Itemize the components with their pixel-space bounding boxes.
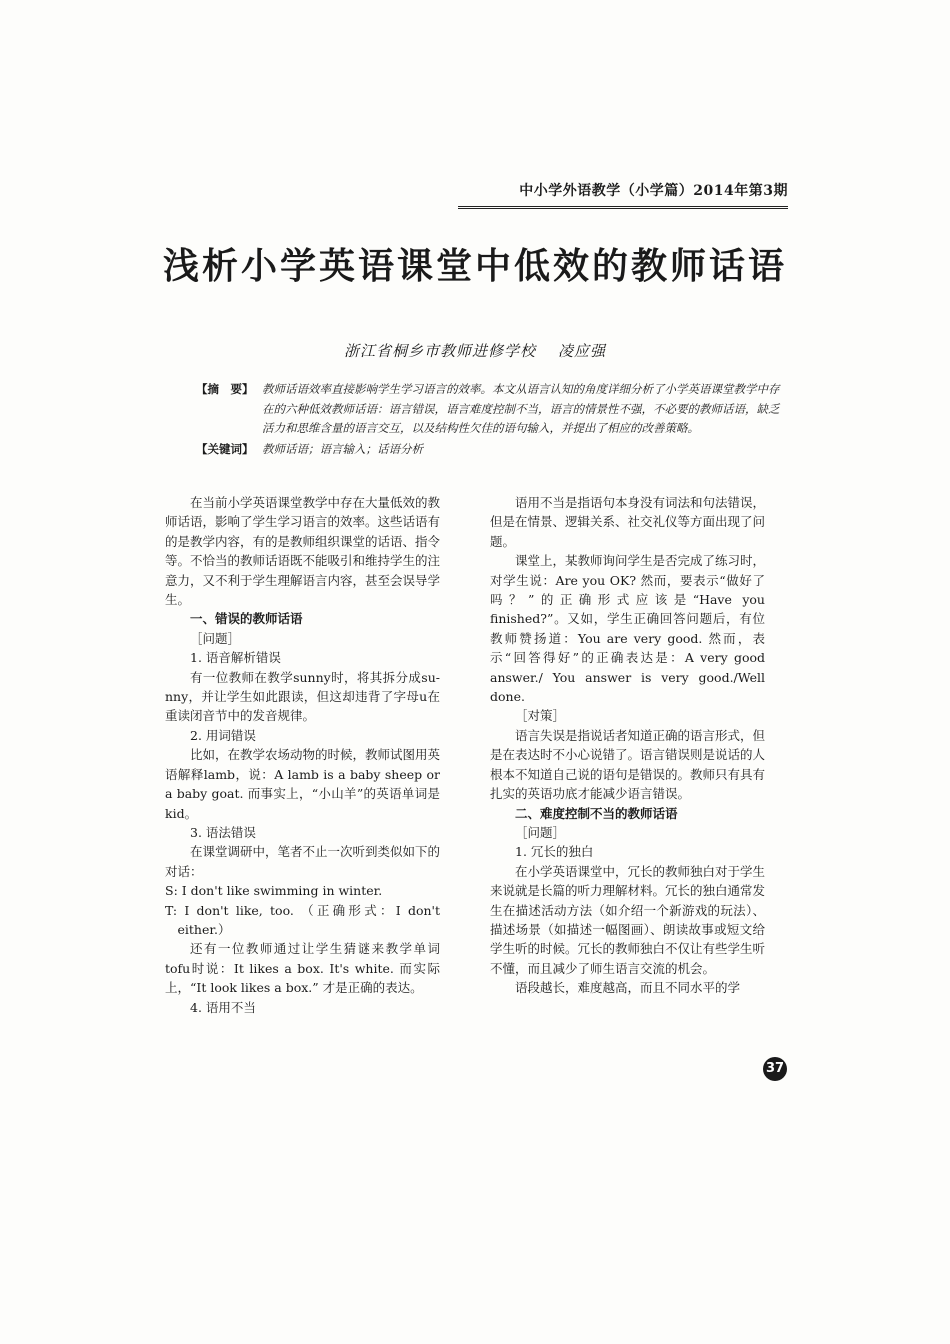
- abstract: [196, 380, 786, 459]
- problem-label: ［问题］: [190, 630, 241, 646]
- subheading-monologue: 1. 冗长的独白: [515, 844, 594, 860]
- author-affiliation: 浙江省桐乡市教师进修学校: [343, 342, 536, 360]
- intro-paragraph: 在当前小学英语课堂教学中存在大量低效的教师话语，影响了学生学习语言的效率。这些话语有的是教学内容，有的是教师组织课堂的话语、指令等。不恰当的教师话语既不能吸引和维持学生的注意力，又不利于学生理解语言内容，甚至会误导学生。: [165, 495, 441, 608]
- paragraph: 还有一位教师通过让学生猜谜来教学单词tofu时说：It likes a box. It's white. 而实际上，“It look likes a box.” 才是正确的表达。: [165, 941, 440, 996]
- paragraph: 有一位教师在教学sunny时，将其拆分成su-nny，并让学生如此跟读，但这却违背了字母u在重读闭音节中的发音规律。: [165, 669, 440, 724]
- subheading-pragmatics: 4. 语用不当: [190, 999, 256, 1015]
- page-number: 37: [763, 1057, 787, 1081]
- dialogue-line: T: I don't like, too. （正确形式：I don't either.）: [165, 902, 440, 937]
- paragraph: 在课堂调研中，笔者不止一次听到类似如下的对话：: [165, 844, 441, 879]
- subheading-grammar: 3. 语法错误: [190, 824, 256, 840]
- subheading-pronunciation: 1. 语音解析错误: [190, 650, 281, 666]
- article-title: 浅析小学英语课堂中低效的教师话语: [162, 246, 787, 287]
- problem-label: ［问题］: [515, 824, 566, 840]
- abstract-row: [196, 380, 786, 439]
- paragraph: 比如，在教学农场动物的时候，教师试图用英语解释lamb，说：A lamb is a baby sheep or a baby goat. 而事实上，“小山羊”的英语单词是kid。: [165, 747, 441, 821]
- journal-header: 中小学外语教学（小学篇）2014年第3期: [458, 180, 788, 209]
- abstract-label: 【摘 要】: [196, 382, 254, 396]
- paragraph: 语言失误是指说话者知道正确的语言形式，但是在表达时不小心说错了。语言错误则是说话的人根本不知道自己说的语句是错误的。教师只有具有扎实的英语功底才能减少语言错误。: [490, 727, 766, 802]
- keywords-label: 【关键词】: [196, 441, 254, 456]
- dialogue-line: S: I don't like swimming in winter.: [165, 883, 383, 899]
- paragraph: 课堂上，某教师询问学生是否完成了练习时，对学生说：Are you OK? 然而，要表示“做好了吗？”的正确形式应该是“Have you finished?”。又如，学生正确回答问题后，有位教师赞扬道：You are very good. 然而，表示“回答得好”的正确表达是：A very good answer./ You answer is very good./Well done.: [490, 553, 766, 705]
- right-column: [490, 493, 765, 998]
- paragraph: 语段越长，难度越高，而且不同水平的学: [515, 980, 741, 996]
- author-name: 凌应强: [558, 342, 607, 360]
- strategy-label: ［对策］: [515, 708, 566, 724]
- paragraph: 在小学英语课堂中，冗长的教师独白对于学生来说就是长篇的听力理解材料。冗长的独白通常发生在描述活动方法（如介绍一个新游戏的玩法）、描述场景（如描述一幅图画）、朗读故事或短文给学生听的时候。冗长的教师独白不仅让有些学生听不懂，而且减少了师生语言交流的机会。: [490, 863, 766, 976]
- left-column: [165, 493, 440, 1017]
- paragraph: 语用不当是指语句本身没有词法和句法错误，但是在情景、逻辑关系、社交礼仪等方面出现了问题。: [490, 495, 766, 549]
- keywords-row: [196, 440, 786, 460]
- author-line: [0, 340, 950, 361]
- abstract-text: 教师话语效率直接影响学生学习语言的效率。本文从语言认知的角度详细分析了小学英语课堂教学中存在的六种低效教师话语：语言错误，语言难度控制不当，语言的情景性不强，不必要的教师话语，缺乏活力和思维含量的语言交互，以及结构性欠佳的语句输入，并提出了相应的改善策略。: [262, 382, 780, 435]
- section-heading-2: 二、难度控制不当的教师话语: [515, 805, 678, 821]
- keywords-text: 教师话语；语言输入；话语分析: [262, 441, 423, 456]
- subheading-word-choice: 2. 用词错误: [190, 727, 256, 743]
- section-heading-1: 一、错误的教师话语: [190, 611, 303, 627]
